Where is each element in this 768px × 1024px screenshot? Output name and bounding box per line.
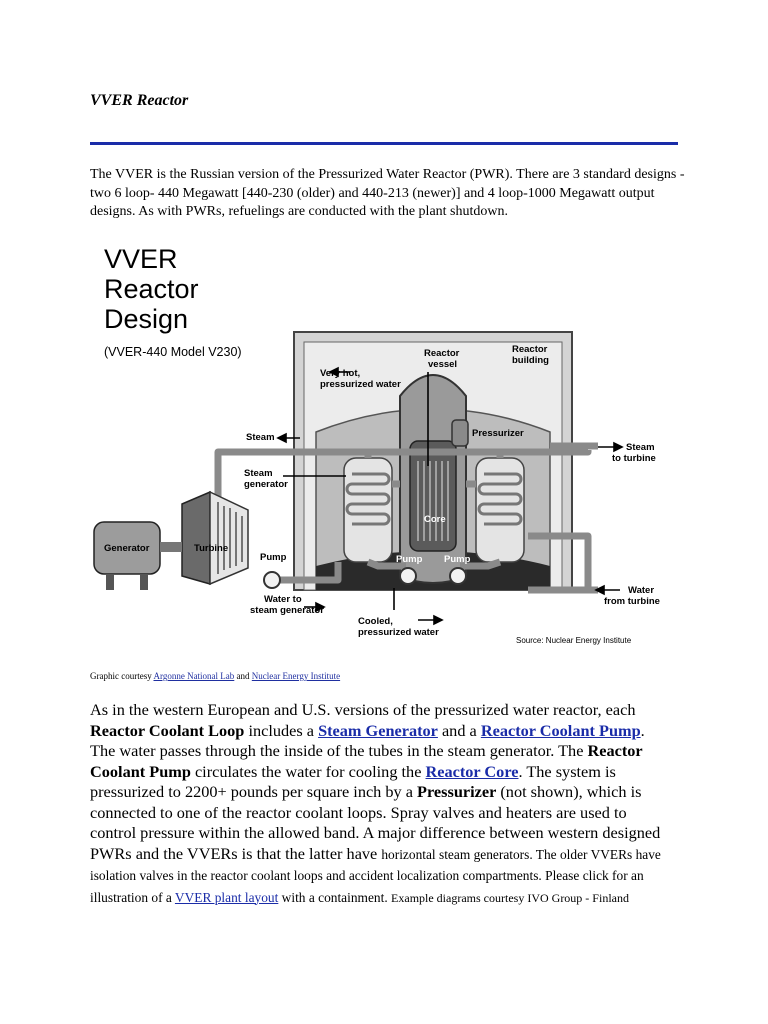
- label-steam-generator-1: Steam: [244, 468, 273, 479]
- pump-left: [264, 572, 280, 588]
- label-core: Core: [424, 514, 446, 525]
- vver-plant-layout-link[interactable]: VVER plant layout: [174, 889, 279, 905]
- body-text-4: . The water passes through the inside of the tubes in the steam generator. The: [90, 720, 645, 760]
- label-reactor-building-2: building: [512, 355, 549, 366]
- title-divider: [90, 142, 678, 145]
- label-cooled-1: Cooled,: [358, 616, 393, 627]
- term-pressurizer: Pressurizer: [417, 782, 497, 801]
- body-text-8: containment: [314, 889, 385, 905]
- figure-title-line3: Design: [104, 304, 189, 334]
- pump-inner-left: [400, 568, 416, 584]
- credit-prefix: Graphic courtesy: [90, 671, 154, 681]
- argonne-link[interactable]: Argonne National Lab: [153, 671, 235, 681]
- label-reactor-vessel-1: Reactor: [424, 348, 460, 359]
- label-steam: Steam: [246, 432, 275, 443]
- label-water-from-turbine-2: from turbine: [604, 596, 660, 607]
- pressurizer: [452, 420, 468, 446]
- label-pressurizer: Pressurizer: [472, 428, 524, 439]
- label-cooled-2: pressurized water: [358, 627, 439, 638]
- label-water-to-sg-1: Water to: [264, 594, 302, 605]
- label-turbine: Turbine: [194, 543, 229, 554]
- label-steam-to-turbine-2: to turbine: [612, 453, 656, 464]
- label-generator: Generator: [104, 543, 150, 554]
- body-text-9: .: [384, 889, 392, 905]
- body-text-small-1: horizontal steam generators. The older VVERs have isolation valves in the reactor coolant loops and accident localization compartments. Please click for an illustration of a: [90, 846, 661, 905]
- intro-paragraph: The VVER is the Russian version of the Pressurized Water Reactor (PWR). There are 3 standard designs - two 6 loop- 440 Megawatt [440-230 (older) and 440-213 (newer)] and 4 loop-1000 Megawatt output designs. As with PWRs, refuelings are conducted with the plant shutdown.: [90, 167, 685, 219]
- label-reactor-building-1: Reactor: [512, 344, 548, 355]
- body-text-7: (not shown), which is connected to one of the reactor coolant loops. Spray valves and heaters are used to control pressure within the allowed band. A major difference between western designed PWRs and the VVERs is that the latter have: [90, 782, 661, 863]
- label-water-to-sg-2: steam generator: [250, 605, 324, 616]
- label-steam-to-turbine-1: Steam: [626, 442, 655, 453]
- body-text-1: As in the western European and U.S. versions of the pressurized water reactor, each: [90, 700, 636, 719]
- generator: [94, 522, 182, 590]
- label-water-from-turbine-1: Water: [628, 585, 655, 596]
- label-steam-generator-2: generator: [244, 479, 288, 490]
- figure-title-line1: VVER: [104, 244, 178, 274]
- vver-reactor-diagram: [88, 236, 660, 656]
- body-text-3: and a: [437, 720, 481, 740]
- turbine: [182, 492, 248, 584]
- figure-title-line2: Reactor: [104, 274, 199, 304]
- graphic-credit: [90, 671, 340, 681]
- body-paragraph: [90, 700, 670, 908]
- body-text-2: includes a: [244, 720, 319, 740]
- reactor-core-link[interactable]: Reactor Core: [425, 761, 519, 781]
- body-text-6: . The system is pressurized to 2200+ pounds per square inch by a: [90, 761, 616, 801]
- label-very-hot-2: pressurized water: [320, 379, 401, 390]
- figure-source: Source: Nuclear Energy Institute: [516, 636, 632, 645]
- label-reactor-vessel-2: vessel: [428, 359, 458, 370]
- page-title: VVER Reactor: [90, 92, 189, 109]
- label-pump-inner-right: Pump: [444, 554, 471, 565]
- nei-link[interactable]: Nuclear Energy Institute: [251, 671, 341, 681]
- body-text-small-2: with a: [278, 889, 315, 905]
- diagram-courtesy-note: Example diagrams courtesy IVO Group - Finland: [391, 890, 629, 905]
- credit-middle: and: [234, 671, 252, 681]
- label-pump-inner-left: Pump: [396, 554, 423, 565]
- reactor-coolant-pump-link[interactable]: Reactor Coolant Pump: [480, 720, 641, 740]
- steam-generator-link[interactable]: Steam Generator: [318, 720, 438, 740]
- figure-subtitle: (VVER-440 Model V230): [104, 345, 242, 359]
- label-pump-left: Pump: [260, 552, 287, 563]
- body-text-5: circulates the water for cooling the: [190, 761, 426, 781]
- pump-inner-right: [450, 568, 466, 584]
- term-reactor-coolant-pump: Reactor Coolant Pump: [90, 741, 643, 781]
- term-reactor-coolant-loop: Reactor Coolant Loop: [90, 720, 245, 740]
- label-very-hot-1: Very hot,: [320, 368, 361, 379]
